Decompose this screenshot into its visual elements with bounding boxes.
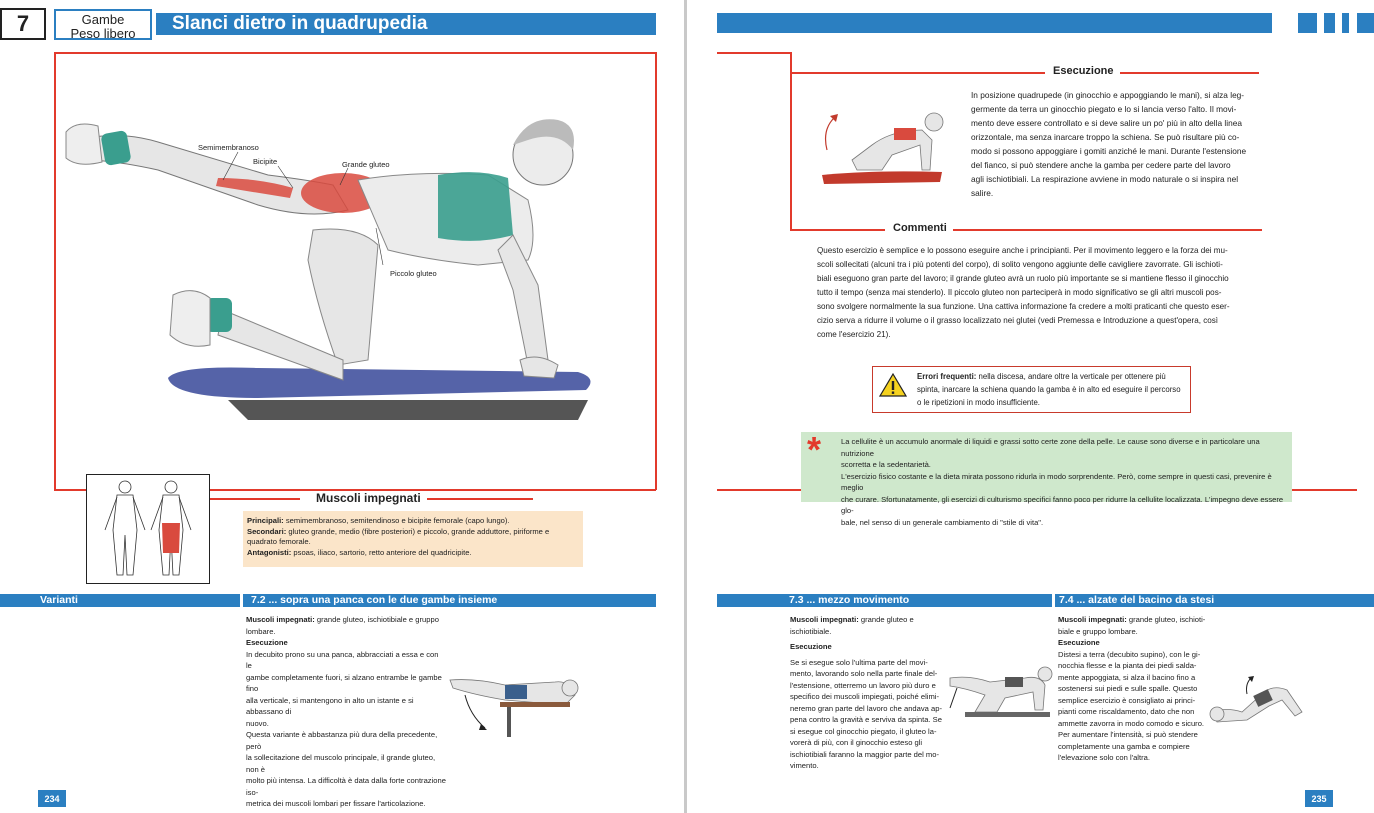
body-map-highlight <box>162 523 180 553</box>
esecuzione-line-right <box>1117 72 1259 74</box>
errori-text1: nella discesa, andare oltre la verticale per ottenere più <box>978 372 1166 381</box>
v72-muscoli-label: Muscoli impegnati: <box>246 615 315 624</box>
header-tab-1 <box>1298 13 1317 33</box>
chapter-number: 7 <box>0 8 46 40</box>
v74-line: Distesi a terra (decubito supino), con le gi- <box>1058 649 1201 659</box>
v73-line: Se si esegue solo l'ultima parte del movi- <box>790 657 928 667</box>
v72-line: la sollecitazione del muscolo principale, il grande gluteo, non è <box>246 753 436 774</box>
v73-line: si esegue col ginocchio piegato, il gluteo la- <box>790 726 937 736</box>
muscoli-line-right <box>425 498 533 500</box>
v73-line: neremo gran parte del lavoro che andava ap- <box>790 703 942 713</box>
frame-top-line-right <box>717 52 792 54</box>
commenti-line: come l'esercizio 21). <box>817 330 891 339</box>
v74-muscoli-label: Muscoli impegnati: <box>1058 615 1127 624</box>
v74-line: nocchia flesse e la pianta dei piedi salda- <box>1058 661 1197 670</box>
v73-line: vorerà di più, con il ginocchio esteso gli <box>790 738 923 747</box>
muscoli-line-left <box>210 498 300 500</box>
frame-left-line <box>54 52 56 490</box>
arm <box>498 235 548 365</box>
esecuzione-line: mento deve essere controllato e si deve salire un po' più in alto della linea <box>971 118 1242 128</box>
v72-muscoli-text: grande gluteo, ischiotibiale e gruppo lombare. <box>246 615 439 636</box>
esecuzione-line-left <box>790 72 1045 74</box>
v74-line: ammette zavorra in modo comodo e sicuro. <box>1058 718 1205 728</box>
header-tab-2 <box>1324 13 1335 33</box>
v72-line: nuovo. <box>246 718 269 728</box>
principali-text: semimembranoso, semitendinoso e bicipite femorale (capo lungo). <box>285 516 510 525</box>
esecuzione-text <box>971 88 1261 200</box>
label-piccolo-gluteo: Piccolo gluteo <box>390 269 437 278</box>
esecuzione-line: orizzontale, ma senza inarcare troppo la schiena. Se può risultare più co- <box>971 132 1240 142</box>
frame-bottom-line-left <box>54 489 86 491</box>
page-title: Slanci dietro in quadrupedia <box>156 13 656 35</box>
antagonisti-text: psoas, iliaco, sartorio, retto anteriore del quadricipite. <box>293 547 472 557</box>
left-page <box>0 0 684 813</box>
muscoli-heading: Muscoli impegnati <box>310 491 427 505</box>
v73-muscoli-label: Muscoli impegnati: <box>790 615 859 624</box>
v73-line: ischiotibiali faranno la maggior parte del mo- <box>790 749 939 759</box>
v72-line: gambe completamente fuori, si alzano entrambe le gambe fino <box>246 672 442 693</box>
v74-line: completamente una gamba e compiere <box>1058 741 1190 751</box>
esecuzione-line: salire. <box>971 188 994 198</box>
v74-muscoli <box>1058 614 1208 626</box>
v72-muscoli <box>246 614 446 637</box>
body-map-box <box>86 474 210 584</box>
asterisk-icon: * <box>807 429 822 470</box>
v73-line: l'estensione, otterremo un lavoro più duro e <box>790 680 936 690</box>
v73-line: mento, lavorando solo nella parte finale del- <box>790 669 938 678</box>
nota-line: scorretta e la sedentarietà. <box>841 460 931 469</box>
v74-muscoli-text: grande gluteo, ischioti- <box>1128 615 1206 624</box>
v72-line: metrica dei muscoli lombari per fissare l'articolazione. <box>246 799 426 808</box>
v73-line: pena contro la gravità e serviva da spinta. Se <box>790 715 942 724</box>
muscoli-secondari <box>247 527 579 548</box>
body-map-figure <box>87 475 209 583</box>
nota-line: L'esercizio fisico costante e la dieta mirata possono ridurla in modo sorprendente. Però, come sempre in questi casi, prevenire è meglio <box>841 471 1272 492</box>
v74-line: pianti come riscaldamento, dato che non <box>1058 707 1195 716</box>
header-bar-right <box>717 13 1272 33</box>
v72-line: alla verticale, si mantengono in alto un istante e si abbassano di <box>246 695 414 716</box>
v73-muscoli-text: grande gluteo e ischiotibiale. <box>790 615 914 636</box>
esecuzione-line: In posizione quadrupede (in ginocchio e appoggiando le mani), si alza leg- <box>971 90 1245 100</box>
chapter-label-line1: Gambe <box>81 12 125 27</box>
v72-line: molto più intensa. La difficoltà è data dalla forte contrazione iso- <box>246 776 446 797</box>
frame-top-line <box>54 52 656 54</box>
bench-base <box>228 400 588 420</box>
tank-top <box>438 172 513 241</box>
nota-line: che curare. Sfortunatamente, gli esercizi di culturismo specifici fanno poco per ridurre la cellulite localizzata. L'impegno deve essere glo- <box>841 494 1284 515</box>
v73-muscoli <box>790 614 945 637</box>
v73-line: specifico dei muscoli impiegati, poiché elimi- <box>790 692 939 701</box>
commenti-line-left <box>790 229 885 231</box>
hand <box>520 357 558 378</box>
commenti-line-right <box>952 229 1262 231</box>
v74-line: semplice esercizio è consigliato ai princi- <box>1058 695 1196 705</box>
muscoli-principali <box>247 516 579 527</box>
muscoli-box <box>243 511 583 567</box>
frame-vertical-right <box>790 52 792 230</box>
warning-icon <box>879 372 907 398</box>
frame-bottom-line-right <box>210 489 656 491</box>
esecuzione-illustration <box>812 100 962 195</box>
v72-line: In decubito prono su una panca, abbracciati a essa e con le <box>246 649 439 670</box>
page-number-left: 234 <box>38 790 66 807</box>
chapter-label <box>54 9 152 40</box>
v74-muscoli-text-2: biale e gruppo lombare. <box>1058 626 1138 636</box>
nota-box <box>801 429 1292 527</box>
v74-line: Per aumentare l'intensità, si può stendere <box>1058 730 1198 739</box>
page-number-right: 235 <box>1305 790 1333 807</box>
variant-7-4-title: 7.4 ... alzate del bacino da stesi <box>1055 594 1374 607</box>
muscoli-antagonisti <box>247 548 579 559</box>
label-bicipite: Bicipite <box>253 157 278 166</box>
variant-7-2-illustration <box>445 660 580 740</box>
variant-7-2-text <box>246 614 446 810</box>
secondari-text: gluteo grande, medio (fibre posteriori) e piccolo, grande adduttore, piriforme e quadrato femorale. <box>247 526 550 546</box>
variant-7-3-text <box>790 614 945 772</box>
v72-line: Questa variante è abbastanza più dura della precedente, però <box>246 730 438 751</box>
ankle-weight-raised <box>100 130 131 166</box>
esecuzione-line: modo si possono appoggiare i gomiti anziché le mani. Durante l'estensione <box>971 146 1247 156</box>
commenti-line: scoli sollecitati (alcuni tra i più potenti del corpo), di solito vengono aggiunte delle cavigliere zavorrate. Gli ischioti- <box>817 260 1223 269</box>
antagonisti-label: Antagonisti: <box>247 547 292 557</box>
header-tab-4 <box>1357 13 1374 33</box>
v74-line: l'elevazione solo con l'altra. <box>1058 753 1150 762</box>
header-tab-3 <box>1342 13 1349 33</box>
variant-7-2-title: 7.2 ... sopra una panca con le due gambe insieme <box>243 594 656 607</box>
esecuzione-heading: Esecuzione <box>1047 65 1120 77</box>
main-exercise-illustration <box>58 60 618 440</box>
errori-label: Errori frequenti: <box>917 372 977 381</box>
variant-7-3-title: 7.3 ... mezzo movimento <box>717 594 1052 607</box>
shoe-raised <box>66 124 102 164</box>
v73-esecuzione-label: Esecuzione <box>790 642 832 651</box>
nota-line: La cellulite è un accumulo anormale di liquidi e grassi sotto certe zone della pelle. Le cause sono diverse e in particolare una nutrizione <box>841 437 1260 458</box>
commenti-line: Questo esercizio è semplice e lo possono eseguire anche i principianti. Per il movimento leggero e la forza dei mu- <box>817 246 1228 255</box>
errori-line3: o le ripetizioni in modo insufficiente. <box>917 398 1040 407</box>
esecuzione-line: germente da terra un ginocchio piegato e lo si lancia verso l'alto. Il movi- <box>971 104 1237 114</box>
errori-box <box>872 366 1191 413</box>
esecuzione-line: del fianco, si può stendere anche la gamba per cedere parte del lavoro <box>971 160 1231 170</box>
commenti-line: cizio serva a ridurre il volume o il grasso localizzato nei glutei (vedi Premessa e Introduzione a quest'opera, così <box>817 316 1219 325</box>
v73-line: vimento. <box>790 761 819 770</box>
label-grande-gluteo: Grande gluteo <box>342 160 390 169</box>
secondari-label: Secondari: <box>247 526 287 536</box>
errori-line1 <box>917 370 1184 383</box>
v74-esecuzione-label: Esecuzione <box>1058 638 1100 647</box>
nota-line: bale, nel senso di un generale cambiamento di "stile di vita". <box>841 517 1044 527</box>
variant-7-3-illustration <box>945 660 1055 725</box>
commenti-line: biali eseguono gran parte del lavoro; il grande gluteo avrà un ruolo più importante se si mantiene flesso il ginocchio <box>817 274 1229 283</box>
label-semimembranoso: Semimembranoso <box>198 143 259 152</box>
esecuzione-line: agli ischiotibiali. La respirazione avviene in modo naturale o si inspira nel <box>971 174 1239 184</box>
kneeling-thigh <box>308 229 378 365</box>
variant-7-4-text <box>1058 614 1208 764</box>
errori-line2: spinta, inarcare la schiena quando la gamba è in alto ed eseguire il percorso <box>917 385 1181 394</box>
shoe-kneeling <box>170 291 210 347</box>
v72-esecuzione-label: Esecuzione <box>246 638 288 647</box>
varianti-bar: Varianti <box>0 594 240 607</box>
v74-line: sostenersi sui piedi e sulle spalle. Questo <box>1058 684 1198 693</box>
commenti-heading: Commenti <box>887 222 953 234</box>
frame-right-line <box>655 52 657 490</box>
chapter-label-line2: Peso libero <box>70 26 136 41</box>
commenti-line: tutto il tempo (senza mai stenderlo). Il piccolo gluteo non parteciperà in modo significativo se gli altri muscoli pos- <box>817 288 1222 297</box>
principali-label: Principali: <box>247 516 284 525</box>
commenti-text <box>817 244 1272 342</box>
variant-7-4-illustration <box>1207 672 1312 727</box>
commenti-line: sono svolgere normalmente la sua funzione. Una cattiva informazione fa credere a molti praticanti che questo eser- <box>817 302 1230 311</box>
v74-line: mente appoggiata, si alza il bacino fino a <box>1058 672 1196 682</box>
right-page <box>687 0 1374 813</box>
